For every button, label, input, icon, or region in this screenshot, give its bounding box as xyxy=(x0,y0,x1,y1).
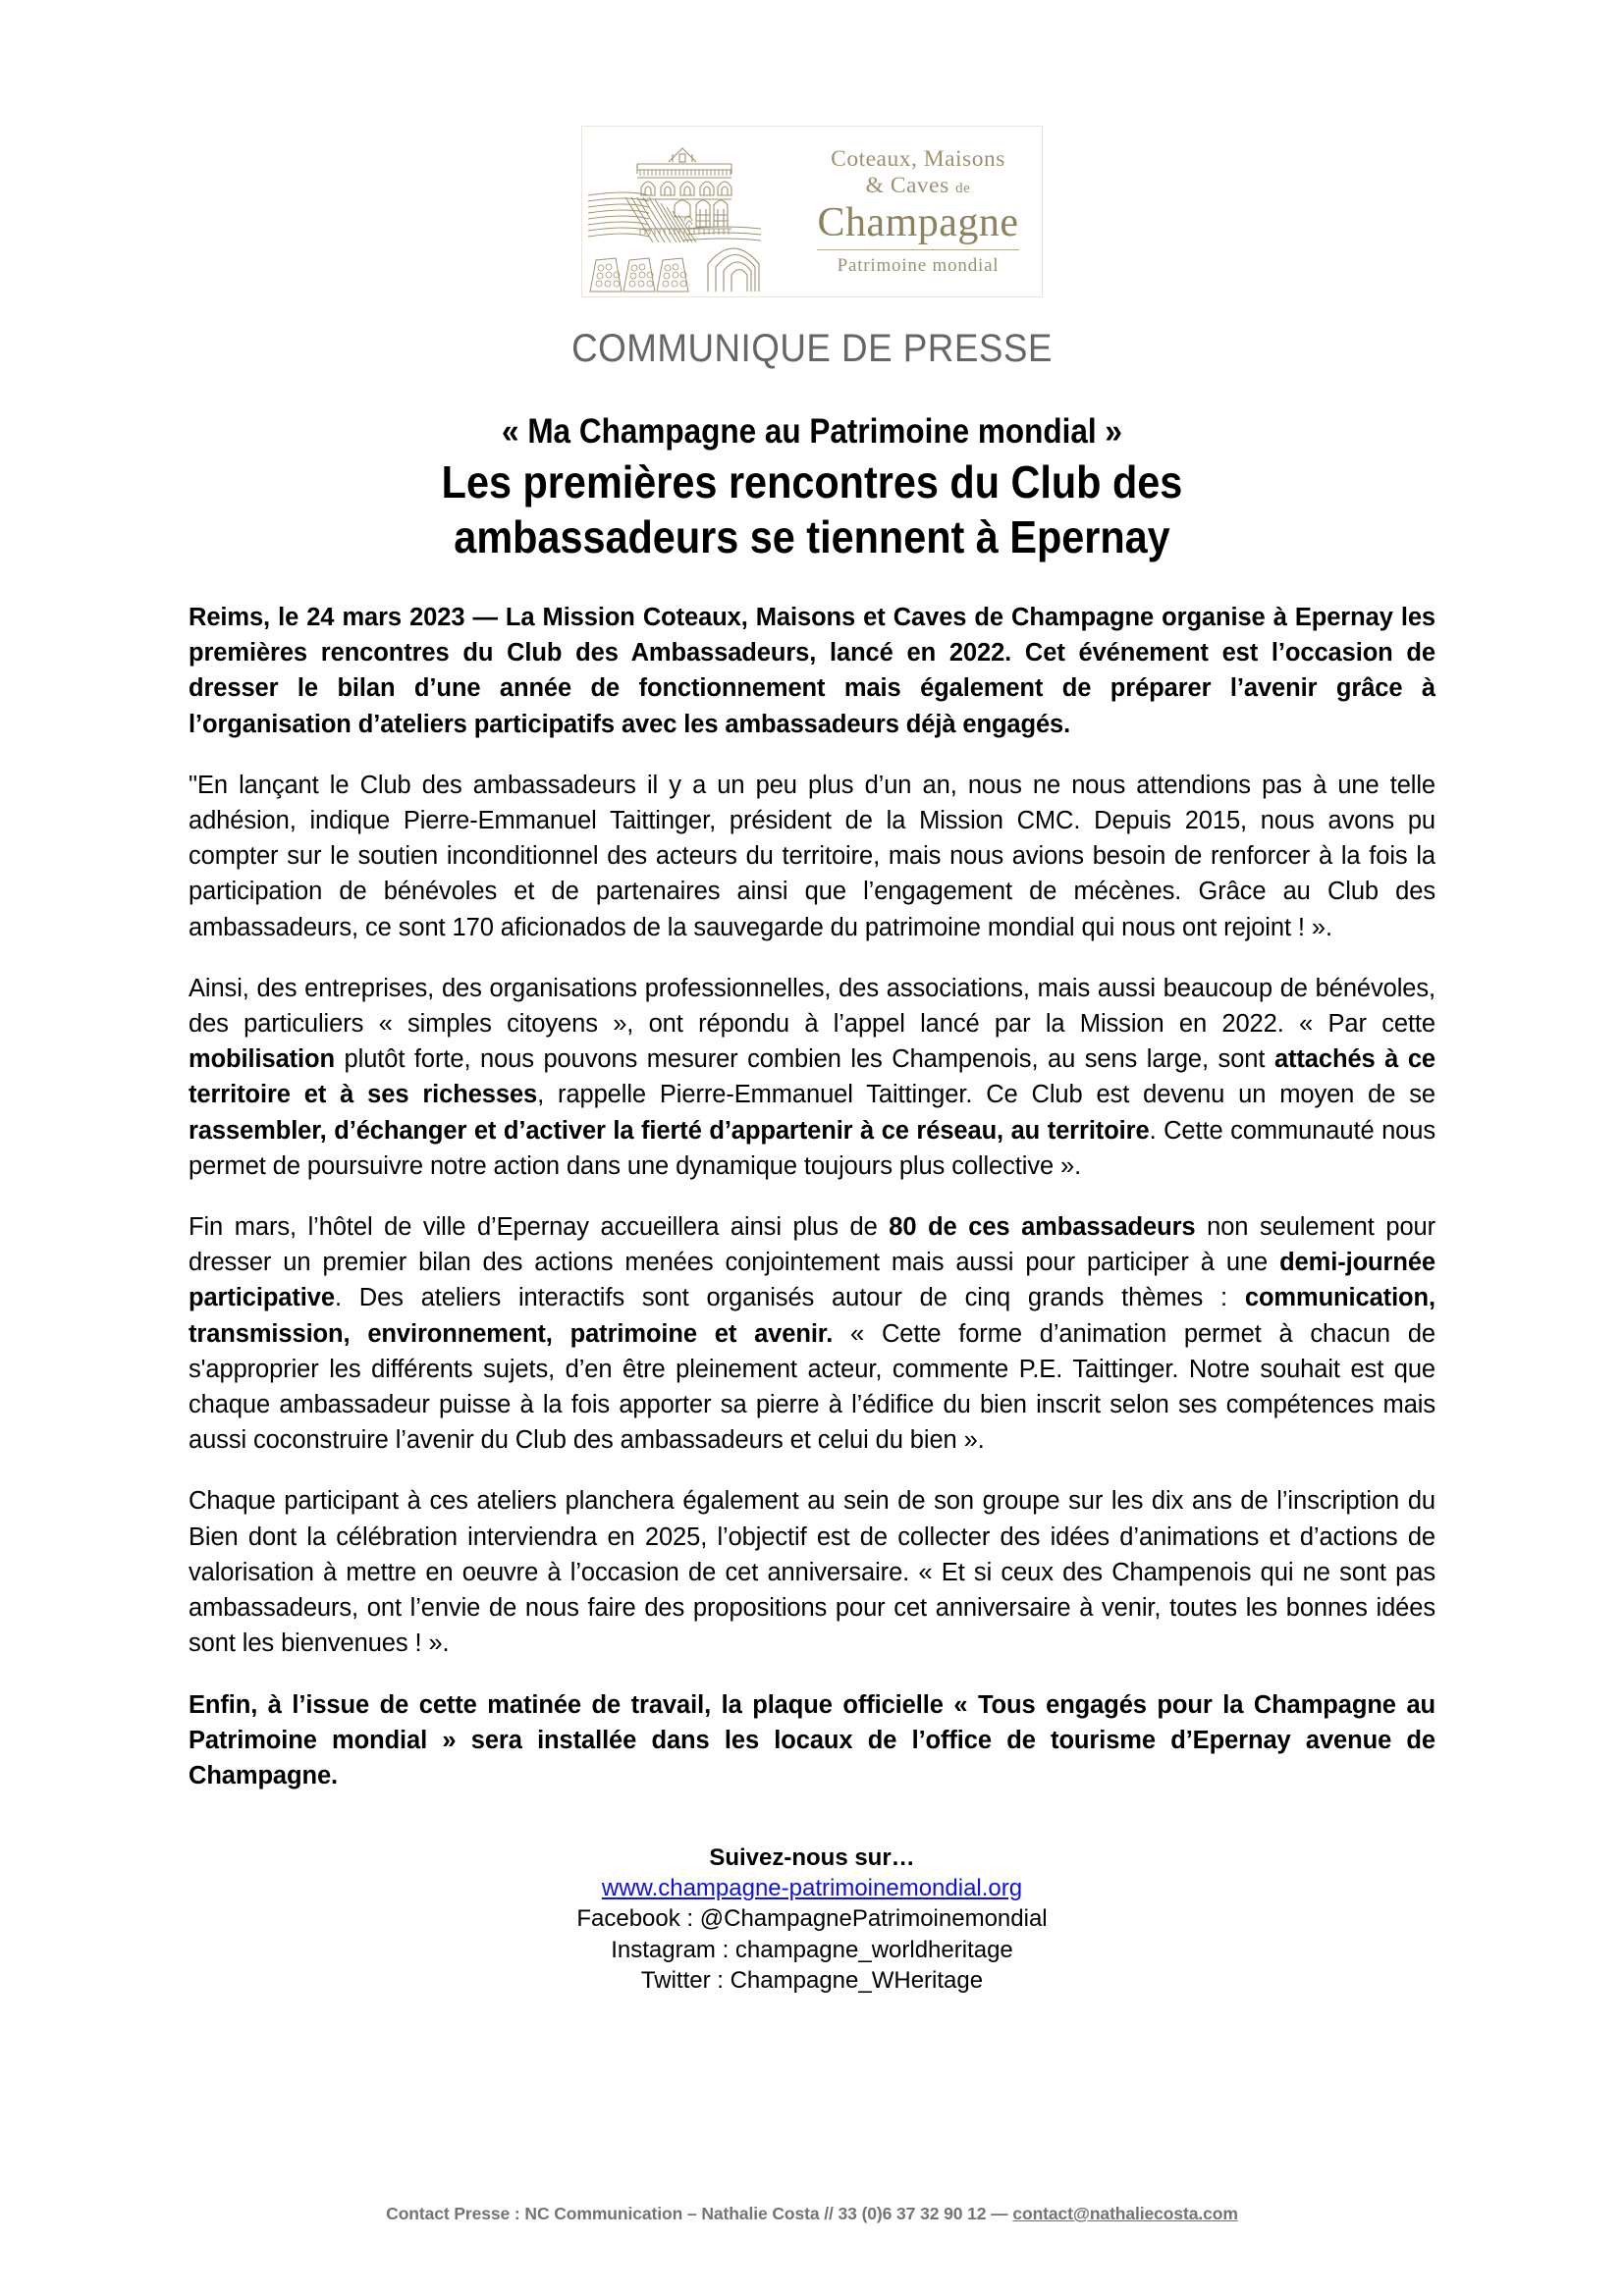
website-link[interactable]: www.champagne-patrimoinemondial.org xyxy=(601,1875,1023,1902)
paragraph-lead xyxy=(189,600,1435,742)
twitter-line: Twitter : Champagne_WHeritage xyxy=(640,1966,984,1994)
logo-line-2a: & Caves xyxy=(865,173,949,199)
emphasis-run: attachés à ce territoire et à ses richesses xyxy=(189,1045,1436,1109)
text-run: « Cette forme d’animation permet à chacun de s'approprier les différents sujets, d’en être pleinement acteur, commente P.E. Taittinger. Notre souhait est que chaque ambassadeur puisse à la fois apporter sa pierre à l’édifice du bien inscrit selon ses compétences mais aussi coconstruire l’avenir du Club des ambassadeurs et celui du bien ». xyxy=(189,1319,1435,1455)
emphasis-run: demi-journée participative xyxy=(189,1249,1435,1312)
text-run: . Cette communauté nous permet de poursuivre notre action dans une dynamique toujours plus collective ». xyxy=(189,1116,1435,1180)
title-main-line-1: Les premières rencontres du Club des xyxy=(441,455,1183,507)
emphasis-run: mobilisation xyxy=(189,1045,335,1074)
text-run: . Des ateliers interactifs sont organisés autour de cinq grands thèmes : xyxy=(334,1284,1245,1312)
emphasis-run: 80 de ces ambassadeurs xyxy=(889,1213,1196,1242)
text-run: plutôt forte, nous pouvons mesurer combien les Champenois, au sens large, sont xyxy=(334,1045,1274,1074)
champagne-logo xyxy=(581,126,1043,297)
paragraph-mobilisation xyxy=(189,971,1435,1184)
logo-area xyxy=(0,0,1624,297)
facebook-line: Facebook : @ChampagnePatrimoinemondial xyxy=(576,1905,1048,1933)
text-run: "En lançant le Club des ambassadeurs il y a un peu plus d’un an, nous ne nous attendions pas à une telle adhésion, indique Pierre-Emmanuel Taittinger, président de la Mission CMC. Depuis 2015, nous avons pu compter sur le soutien inconditionnel des acteurs du territoire, mais nous avions besoin de renforcer à la fois la participation de bénévoles et de partenaires ainsi que l’engagement de mécènes. Grâce au Club des ambassadeurs, ce sont 170 aficionados de la sauvegarde du patrimoine mondial qui nous ont rejoint ! ». xyxy=(189,771,1435,941)
vineyard-cellar-illustration-icon xyxy=(582,127,798,296)
text-run: non seulement pour dresser un premier bilan des actions menées conjointement mais aussi pour participer à une xyxy=(189,1213,1436,1277)
logo-champagne: Champagne xyxy=(817,200,1019,246)
text-run: Enfin, à l’issue de cette matinée de travail, la plaque officielle « Tous engagés pour la Champagne au Patrimoine mondial » sera installée dans les locaux de l’office de tourisme d’Epernay avenue de Champagne. xyxy=(189,1690,1435,1789)
emphasis-run: communication, transmission, environnement, patrimoine et avenir. xyxy=(189,1284,1435,1348)
paragraph-closing xyxy=(189,1687,1435,1794)
title-subline: « Ma Champagne au Patrimoine mondial » xyxy=(502,412,1122,451)
follow-us-label: Suivez-nous sur… xyxy=(709,1844,915,1872)
contact-footer xyxy=(0,2204,1624,2224)
text-run: , rappelle Pierre-Emmanuel Taittinger. Ce Club est devenu un moyen de se xyxy=(537,1081,1435,1109)
text-run: Chaque participant à ces ateliers planchera également au sein de son groupe sur les dix ans de l’inscription du Bien dont la célébration interviendra en 2025, l’objectif est de collecter des idées d’animations et d’actions de valorisation à mettre en oeuvre à l’occasion de cet anniversaire. « Et si ceux des Champenois qui ne sont pas ambassadeurs, ont l’envie de nous faire des propositions pour cet anniversaire à venir, toutes les bonnes idées sont les bienvenues ! ». xyxy=(189,1487,1435,1658)
emphasis-run: rassembler, d’échanger et d’activer la fierté d’appartenir à ce réseau, au territoire xyxy=(189,1116,1150,1145)
text-run: Reims, le 24 mars 2023 — La Mission Coteaux, Maisons et Caves de Champagne organise à Epernay les premières rencontres du Club des Ambassadeurs, lancé en 2022. Cet événement est l’occasion de dresser le bilan d’une année de fonctionnement mais également de préparer l’avenir grâce à l’organisation d’ateliers participatifs avec les ambassadeurs déjà engagés. xyxy=(189,604,1435,738)
instagram-line: Instagram : champagne_worldheritage xyxy=(611,1936,1013,1963)
logo-line-2 xyxy=(866,173,971,200)
paragraph-quote-taittinger xyxy=(189,768,1435,945)
website-line xyxy=(0,1873,1624,1903)
paragraph-dix-ans xyxy=(189,1483,1435,1661)
contact-email-link[interactable]: contact@nathaliecosta.com xyxy=(1012,2204,1238,2223)
paragraph-fin-mars xyxy=(189,1209,1435,1458)
logo-line-1: Coteaux, Maisons xyxy=(831,145,1005,172)
logo-line-2b: de xyxy=(955,181,971,197)
logo-subtitle: Patrimoine mondial xyxy=(837,255,1000,277)
text-run: Ainsi, des entreprises, des organisations professionnelles, des associations, mais aussi beaucoup de bénévoles, des particuliers « simples citoyens », ont répondu à l’appel lancé par la Mission en 2022. « Par cette xyxy=(189,974,1435,1039)
logo-wordmark xyxy=(798,127,1042,296)
logo-divider xyxy=(817,249,1019,250)
text-run: Fin mars, l’hôtel de ville d’Epernay accueillera ainsi plus de xyxy=(189,1213,890,1242)
title-main-line-2: ambassadeurs se tiennent à Epernay xyxy=(454,510,1170,562)
follow-us-block xyxy=(0,1842,1624,1996)
contact-prefix: Contact Presse : NC Communication – Nathalie Costa // 33 (0)6 37 32 90 12 — xyxy=(386,2204,1013,2223)
page-title xyxy=(0,410,1624,564)
page-kicker: COMMUNIQUE DE PRESSE xyxy=(571,327,1053,370)
article-body xyxy=(0,600,1624,1793)
